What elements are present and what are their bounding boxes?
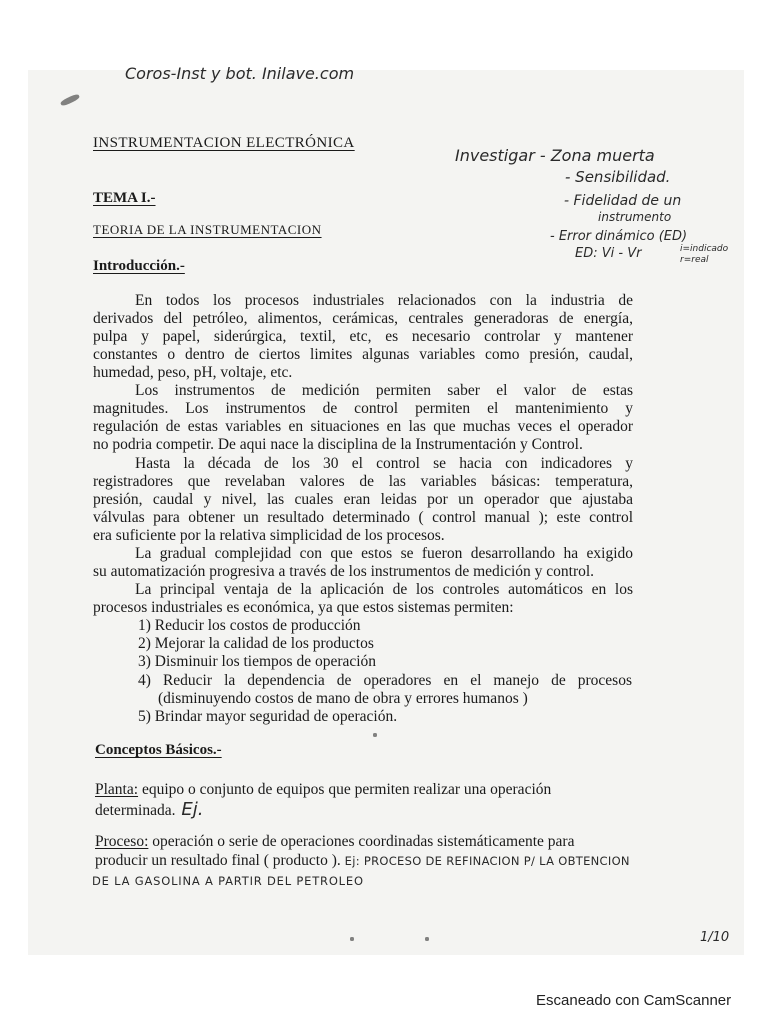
proceso-definition-text-2: producir un resultado final ( producto ). [95, 852, 341, 869]
ink-mark [425, 937, 429, 941]
paragraph-line: regulación de estas variables en situaciones en las que muchas veces el operador [93, 418, 633, 435]
list-item: 4) Reducir la dependencia de operadores en el manejo de procesos [138, 671, 632, 689]
proceso-handwritten-example: Ej: PROCESO DE REFINACION P/ LA OBTENCION [344, 854, 630, 868]
intro-heading: Introducción.- [93, 258, 185, 274]
list-item: 5) Brindar mayor seguridad de operación. [138, 708, 398, 726]
handwritten-note-3: - Fidelidad de un [564, 193, 682, 209]
conceptos-heading: Conceptos Básicos.- [95, 742, 222, 758]
list-item: 3) Disminuir los tiempos de operación [138, 653, 377, 671]
paragraph-2 [93, 382, 633, 454]
paragraph-line: humedad, peso, pH, voltaje, etc. [93, 364, 293, 381]
paragraph-line: su automatización progresiva a través de los instrumentos de medición y control. [93, 563, 595, 580]
paragraph-line: era suficiente por la relativa simplicidad de los procesos. [93, 527, 445, 544]
proceso-definition-text: operación o serie de operaciones coordinadas sistemáticamente para [148, 833, 575, 850]
paragraph-line: magnitudes. Los instrumentos de control permiten el mantenimiento y [93, 400, 633, 417]
proceso-handwritten-example-2: DE LA GASOLINA A PARTIR DEL PETROLEO [92, 874, 364, 888]
planta-handwritten-example: Ej. [181, 799, 204, 820]
handwritten-note-1: Investigar - Zona muerta [455, 146, 655, 165]
paragraph-4 [93, 545, 633, 581]
paragraph-line: procesos industriales es económica, ya que estos sistemas permiten: [93, 599, 514, 616]
paragraph-1 [93, 292, 633, 382]
paragraph-line: Los instrumentos de medición permiten saber el valor de estas [135, 382, 633, 399]
subtitle-heading: TEORIA DE LA INSTRUMENTACION [93, 222, 322, 237]
paragraph-line: constantes o dentro de ciertos limites algunas variables como presión, caudal, [93, 346, 633, 363]
list-item: 1) Reducir los costos de producción [138, 617, 361, 634]
top-handwritten-note: Coros-Inst y bot. Inilave.com [125, 64, 355, 83]
handwritten-page-number: 1/10 [700, 930, 730, 945]
tema-heading: TEMA I.- [93, 190, 156, 206]
paragraph-line: La principal ventaja de la aplicación de los controles automáticos en los [135, 581, 633, 598]
handwritten-note-2: - Sensibilidad. [565, 168, 671, 186]
paragraph-line: registradores que revelaban valores de las variables básicas: temperatura, [93, 473, 633, 490]
handwritten-note-8: r=real [680, 255, 709, 265]
paragraph-line: pulpa y papel, siderúrgica, textil, etc, es necesario controlar y mantener [93, 328, 633, 345]
planta-term: Planta: [95, 781, 139, 798]
paragraph-line: presión, caudal y nivel, las cuales eran leidas por un operador que ajustaba [93, 491, 633, 508]
benefits-list [138, 617, 632, 726]
handwritten-note-5: - Error dinámico (ED) [550, 229, 688, 244]
planta-definition [95, 781, 635, 799]
paragraph-line: Hasta la década de los 30 el control se hacia con indicadores y [135, 455, 633, 472]
camscanner-footer: Escaneado con CamScanner [536, 992, 732, 1009]
handwritten-note-6: ED: Vi - Vr [575, 246, 642, 261]
planta-definition-text-2: determinada. [95, 802, 176, 819]
list-item-continuation: (disminuyendo costos de mano de obra y errores humanos ) [158, 689, 528, 707]
document-title: INSTRUMENTACION ELECTRÓNICA [93, 135, 355, 151]
proceso-definition [95, 833, 574, 851]
paragraph-line: En todos los procesos industriales relacionados con la industria de [135, 292, 633, 309]
paragraph-5 [93, 581, 633, 617]
planta-definition-line2 [95, 799, 203, 820]
handwritten-note-4: instrumento [598, 210, 672, 224]
paragraph-line: derivados del petróleo, alimentos, cerámicas, centrales generadoras de energía, [93, 310, 633, 327]
proceso-term: Proceso: [95, 833, 149, 850]
paragraph-line: La gradual complejidad con que estos se fueron desarrollando ha exigido [135, 545, 633, 562]
paragraph-3 [93, 455, 633, 545]
handwritten-note-7: i=indicado [680, 244, 729, 254]
paragraph-line: válvulas para obtener un resultado determinado ( control manual ); este control [93, 509, 633, 526]
list-item: 2) Mejorar la calidad de los productos [138, 635, 374, 653]
ink-mark [350, 937, 354, 941]
paragraph-line: no podria competir. De aqui nace la disciplina de la Instrumentación y Control. [93, 436, 583, 453]
proceso-definition-line2 [95, 852, 630, 870]
planta-definition-text: equipo o conjunto de equipos que permiten realizar una operación [138, 781, 552, 798]
ink-mark [373, 733, 377, 737]
